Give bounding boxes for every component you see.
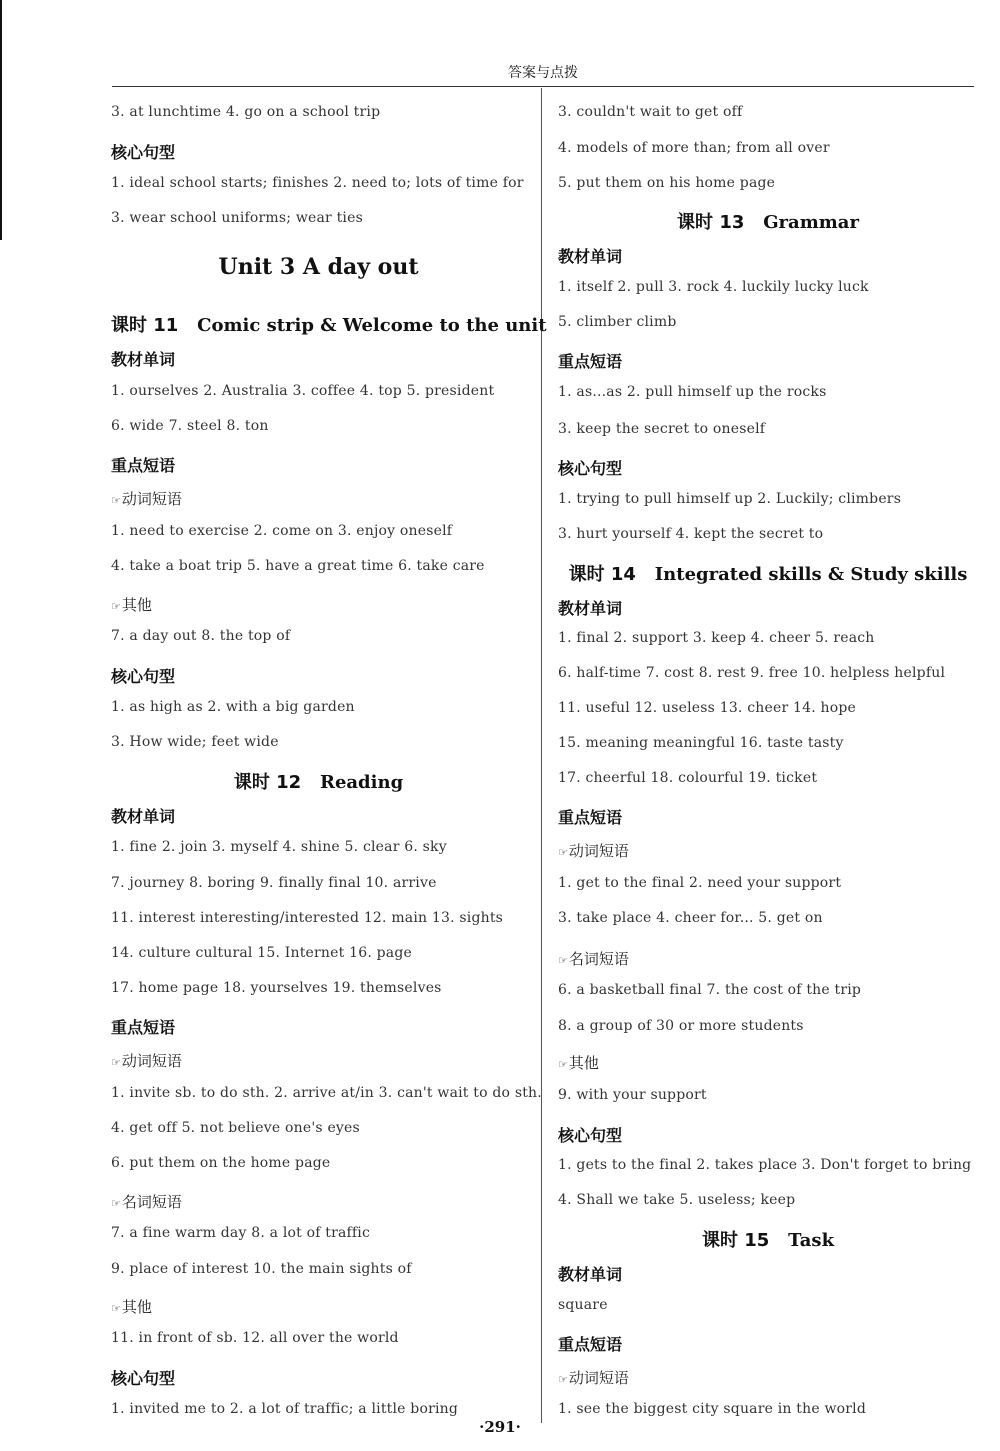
answer-line: 1. itself 2. pull 3. rock 4. luckily lucky luck (558, 279, 869, 295)
lesson-title (558, 208, 978, 234)
answer-line: 4. take a boat trip 5. have a great time 6. take care (111, 558, 485, 574)
answer-line: 1. ideal school starts; finishes 2. need to; lots of time for (111, 175, 524, 191)
sub-heading: ☞ 动词短语 (111, 1052, 182, 1070)
answer-line: 1. see the biggest city square in the world (558, 1401, 867, 1417)
answer-line: 11. in front of sb. 12. all over the world (111, 1330, 399, 1346)
answer-line: 6. put them on the home page (111, 1155, 331, 1171)
section-heading: 教材单词 (558, 1265, 623, 1284)
sub-heading: ☞ 其他 (111, 596, 152, 614)
answer-line: 1. need to exercise 2. come on 3. enjoy oneself (111, 523, 453, 539)
answer-line: 7. a fine warm day 8. a lot of traffic (111, 1225, 371, 1241)
page-header: 答案与点拨 (112, 62, 974, 87)
lesson-number: 课时 11 (111, 315, 179, 336)
sub-heading: ☞ 动词短语 (111, 490, 182, 508)
answer-line: 1. ourselves 2. Australia 3. coffee 4. top 5. president (111, 383, 495, 399)
answer-line: 15. meaning meaningful 16. taste tasty (558, 735, 844, 751)
answer-line: 14. culture cultural 15. Internet 16. page (111, 945, 412, 961)
pointing-hand-icon: ☞ (111, 1197, 120, 1210)
section-heading: 核心句型 (111, 667, 176, 686)
pointing-hand-icon: ☞ (558, 1373, 567, 1386)
section-heading: 核心句型 (111, 1369, 176, 1388)
lesson-name: Reading (319, 772, 404, 793)
answer-line: square (558, 1297, 608, 1313)
answer-line: 1. gets to the final 2. takes place 3. Don't forget to bring (558, 1157, 972, 1173)
section-heading: 重点短语 (111, 1018, 176, 1037)
pointing-hand-icon: ☞ (111, 494, 120, 507)
section-heading: 重点短语 (558, 352, 623, 371)
answer-line: 3. couldn't wait to get off (558, 104, 743, 120)
binding-edge (0, 0, 2, 240)
answer-line: 1. invited me to 2. a lot of traffic; a little boring (111, 1401, 459, 1417)
sub-heading: ☞ 动词短语 (558, 842, 629, 860)
answer-line: 1. as...as 2. pull himself up the rocks (558, 384, 827, 400)
answer-line: 5. put them on his home page (558, 175, 776, 191)
section-heading: 重点短语 (111, 456, 176, 475)
answer-line: 4. get off 5. not believe one's eyes (111, 1120, 360, 1136)
section-heading: 教材单词 (111, 807, 176, 826)
answer-line: 7. journey 8. boring 9. finally final 10. arrive (111, 875, 437, 891)
answer-line: 3. take place 4. cheer for... 5. get on (558, 910, 823, 926)
lesson-number: 课时 12 (233, 772, 302, 793)
lesson-number: 课时 13 (677, 212, 745, 233)
lesson-number: 课时 15 (701, 1230, 770, 1251)
answer-line: 6. wide 7. steel 8. ton (111, 418, 269, 434)
column-divider (541, 88, 542, 1423)
answer-line: 7. a day out 8. the top of (111, 628, 291, 644)
section-heading: 教材单词 (558, 599, 623, 618)
lesson-name: Integrated skills & Study skills (654, 564, 968, 585)
answer-line: 3. hurt yourself 4. kept the secret to (558, 526, 824, 542)
answer-line: 9. with your support (558, 1087, 707, 1103)
pointing-hand-icon: ☞ (111, 600, 120, 613)
answer-line: 3. wear school uniforms; wear ties (111, 210, 363, 226)
sub-heading: ☞ 名词短语 (558, 950, 629, 968)
answer-line: 17. home page 18. yourselves 19. themselves (111, 980, 442, 996)
answer-line: 1. invite sb. to do sth. 2. arrive at/in 3. can't wait to do sth. (111, 1085, 542, 1101)
lesson-number: 课时 14 (568, 564, 636, 585)
sub-heading: ☞ 动词短语 (558, 1369, 629, 1387)
pointing-hand-icon: ☞ (558, 954, 567, 967)
answer-line: 6. half-time 7. cost 8. rest 9. free 10. helpless helpful (558, 665, 946, 681)
section-heading: 核心句型 (558, 459, 623, 478)
page-number: ·291· (479, 1418, 521, 1436)
lesson-title (558, 560, 978, 586)
answer-line: 1. fine 2. join 3. myself 4. shine 5. clear 6. sky (111, 839, 447, 855)
lesson-name: Task (788, 1230, 835, 1251)
lesson-name: Comic strip & Welcome to the unit (197, 315, 547, 336)
answer-line: 17. cheerful 18. colourful 19. ticket (558, 770, 818, 786)
answer-line: 4. Shall we take 5. useless; keep (558, 1192, 796, 1208)
lesson-name: Grammar (763, 212, 859, 233)
answer-line: 8. a group of 30 or more students (558, 1018, 804, 1034)
section-heading: 教材单词 (558, 247, 623, 266)
lesson-title (558, 1226, 978, 1252)
section-heading: 核心句型 (111, 143, 176, 162)
pointing-hand-icon: ☞ (111, 1056, 120, 1069)
answer-line: 9. place of interest 10. the main sights of (111, 1261, 412, 1277)
lesson-title (111, 768, 526, 794)
section-heading: 重点短语 (558, 1335, 623, 1354)
sub-heading: ☞ 其他 (111, 1298, 152, 1316)
answer-line: 11. interest interesting/interested 12. main 13. sights (111, 910, 504, 926)
pointing-hand-icon: ☞ (558, 846, 567, 859)
answer-line: 6. a basketball final 7. the cost of the trip (558, 982, 862, 998)
answer-line: 3. keep the secret to oneself (558, 421, 766, 437)
answer-line: 5. climber climb (558, 314, 677, 330)
section-heading: 核心句型 (558, 1126, 623, 1145)
pointing-hand-icon: ☞ (111, 1302, 120, 1315)
sub-heading: ☞ 其他 (558, 1054, 599, 1072)
answer-line: 1. trying to pull himself up 2. Luckily; climbers (558, 491, 902, 507)
pointing-hand-icon: ☞ (558, 1058, 567, 1071)
answer-line: 3. How wide; feet wide (111, 734, 279, 750)
answer-line: 3. at lunchtime 4. go on a school trip (111, 104, 381, 120)
sub-heading: ☞ 名词短语 (111, 1193, 182, 1211)
section-heading: 重点短语 (558, 808, 623, 827)
answer-line: 1. final 2. support 3. keep 4. cheer 5. reach (558, 630, 875, 646)
unit-title: Unit 3 A day out (218, 254, 419, 280)
answer-line: 11. useful 12. useless 13. cheer 14. hope (558, 700, 857, 716)
answer-line: 1. get to the final 2. need your support (558, 875, 842, 891)
answer-line: 4. models of more than; from all over (558, 140, 830, 156)
lesson-title (111, 311, 547, 337)
section-heading: 教材单词 (111, 350, 176, 369)
answer-line: 1. as high as 2. with a big garden (111, 699, 355, 715)
